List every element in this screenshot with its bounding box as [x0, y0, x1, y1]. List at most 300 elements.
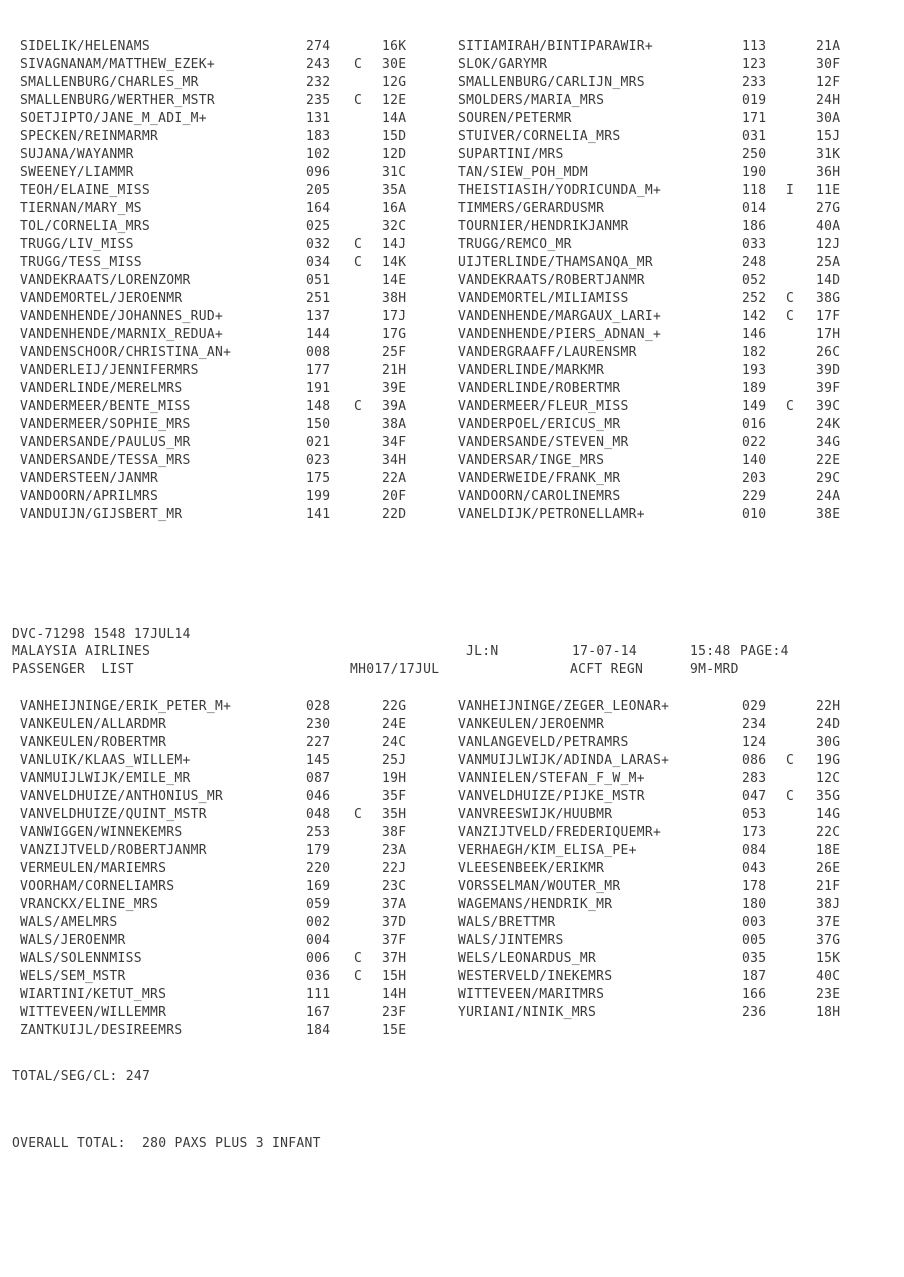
passenger-seq: 113 [742, 39, 767, 54]
passenger-name: VANHEIJNINGE/ZEGER_LEONAR+ [458, 699, 670, 714]
passenger-name: WELS/SEM_MSTR [20, 969, 126, 984]
table-row [0, 182, 904, 200]
passenger-seq: 229 [742, 489, 767, 504]
table-row [0, 968, 904, 986]
passenger-seq: 189 [742, 381, 767, 396]
passenger-name: TRUGG/LIV_MISS [20, 237, 134, 252]
passenger-name: VANDERLEIJ/JENNIFERMRS [20, 363, 199, 378]
passenger-seat: 20F [382, 489, 407, 504]
table-row [0, 38, 904, 56]
passenger-name: VANDERWEIDE/FRANK_MR [458, 471, 621, 486]
passenger-name: ZANTKUIJL/DESIREEMRS [20, 1023, 183, 1038]
passenger-seq: 084 [742, 843, 767, 858]
table-row [0, 950, 904, 968]
passenger-seq: 048 [306, 807, 331, 822]
passenger-name: VANMUIJLWIJK/EMILE_MR [20, 771, 191, 786]
passenger-seq: 146 [742, 327, 767, 342]
passenger-seat: 40A [816, 219, 841, 234]
passenger-seq: 187 [742, 969, 767, 984]
passenger-cls: C [354, 93, 363, 108]
passenger-seq: 205 [306, 183, 331, 198]
passenger-seat: 38J [816, 897, 841, 912]
passenger-name: STUIVER/CORNELIA_MRS [458, 129, 621, 144]
passenger-name: WELS/LEONARDUS_MR [458, 951, 597, 966]
passenger-seq: 186 [742, 219, 767, 234]
passenger-name: SLOK/GARYMR [458, 57, 548, 72]
passenger-name: VANDERLINDE/ROBERTMR [458, 381, 621, 396]
passenger-name: SOUREN/PETERMR [458, 111, 572, 126]
passenger-seq: 177 [306, 363, 331, 378]
passenger-seat: 22D [382, 507, 407, 522]
passenger-seat: 38A [382, 417, 407, 432]
passenger-name: WALS/SOLENNMISS [20, 951, 142, 966]
passenger-cls: C [786, 291, 795, 306]
passenger-seq: 248 [742, 255, 767, 270]
passenger-seat: 22A [382, 471, 407, 486]
passenger-name: TRUGG/TESS_MISS [20, 255, 142, 270]
passenger-name: WITTEVEEN/WILLEMMR [20, 1005, 167, 1020]
passenger-seq: 002 [306, 915, 331, 930]
passenger-seat: 22G [382, 699, 407, 714]
passenger-name: VANDERSTEEN/JANMR [20, 471, 159, 486]
passenger-name: VANKEULEN/ROBERTMR [20, 735, 167, 750]
passenger-name: VANVELDHUIZE/QUINT_MSTR [20, 807, 207, 822]
passenger-seq: 283 [742, 771, 767, 786]
passenger-seat: 34F [382, 435, 407, 450]
passenger-cls: C [354, 399, 363, 414]
passenger-seq: 253 [306, 825, 331, 840]
passenger-seat: 37F [382, 933, 407, 948]
passenger-seq: 008 [306, 345, 331, 360]
passenger-seat: 23A [382, 843, 407, 858]
passenger-seat: 14H [382, 987, 407, 1002]
passenger-seat: 37A [382, 897, 407, 912]
passenger-seq: 029 [742, 699, 767, 714]
passenger-seq: 004 [306, 933, 331, 948]
passenger-seq: 003 [742, 915, 767, 930]
passenger-name: SUPARTINI/MRS [458, 147, 564, 162]
passenger-seat: 24H [816, 93, 841, 108]
passenger-seat: 35G [816, 789, 841, 804]
passenger-seq: 141 [306, 507, 331, 522]
passenger-cls: C [786, 309, 795, 324]
passenger-name: WALS/JINTEMRS [458, 933, 564, 948]
passenger-seq: 140 [742, 453, 767, 468]
passenger-seat: 31K [816, 147, 841, 162]
passenger-seq: 234 [742, 717, 767, 732]
passenger-cls: C [786, 789, 795, 804]
header-line1: DVC-71298 1548 17JUL14 [12, 627, 191, 642]
passenger-seq: 173 [742, 825, 767, 840]
passenger-seat: 39C [816, 399, 841, 414]
passenger-cls: C [786, 753, 795, 768]
passenger-seat: 35A [382, 183, 407, 198]
passenger-seat: 30A [816, 111, 841, 126]
acft-label: ACFT REGN [570, 662, 644, 677]
table-row [0, 92, 904, 110]
passenger-seat: 18H [816, 1005, 841, 1020]
passenger-seat: 30G [816, 735, 841, 750]
passenger-seat: 19G [816, 753, 841, 768]
passenger-seq: 183 [306, 129, 331, 144]
passenger-seq: 252 [742, 291, 767, 306]
passenger-name: VANDERLINDE/MARKMR [458, 363, 605, 378]
passenger-name: VANDERSAR/INGE_MRS [458, 453, 605, 468]
passenger-seat: 12G [382, 75, 407, 90]
passenger-name: SMALLENBURG/WERTHER_MSTR [20, 93, 216, 108]
passenger-seat: 39E [382, 381, 407, 396]
passenger-name: VANKEULEN/JEROENMR [458, 717, 605, 732]
passenger-seq: 227 [306, 735, 331, 750]
passenger-seq: 118 [742, 183, 767, 198]
passenger-seq: 022 [742, 435, 767, 450]
passenger-seq: 220 [306, 861, 331, 876]
passenger-seat: 22H [816, 699, 841, 714]
passenger-seat: 14K [382, 255, 407, 270]
passenger-seq: 053 [742, 807, 767, 822]
passenger-name: VANZIJTVELD/FREDERIQUEMR+ [458, 825, 662, 840]
table-row [0, 308, 904, 326]
passenger-name: VANZIJTVELD/ROBERTJANMR [20, 843, 207, 858]
passenger-cls: C [786, 399, 795, 414]
passenger-seat: 14E [382, 273, 407, 288]
passenger-seq: 236 [742, 1005, 767, 1020]
passenger-name: VERMEULEN/MARIEMRS [20, 861, 167, 876]
passenger-seq: 131 [306, 111, 331, 126]
passenger-name: SWEENEY/LIAMMR [20, 165, 134, 180]
passenger-name: VORSSELMAN/WOUTER_MR [458, 879, 621, 894]
passenger-seq: 233 [742, 75, 767, 90]
passenger-name: WALS/JEROENMR [20, 933, 126, 948]
passenger-seat: 40C [816, 969, 841, 984]
passenger-seq: 059 [306, 897, 331, 912]
passenger-seat: 38F [382, 825, 407, 840]
passenger-seq: 010 [742, 507, 767, 522]
airline-name: MALAYSIA AIRLINES [12, 644, 151, 659]
passenger-name: VANDERSANDE/PAULUS_MR [20, 435, 191, 450]
table-row [0, 218, 904, 236]
passenger-name: WITTEVEEN/MARITMRS [458, 987, 605, 1002]
passenger-seat: 14G [816, 807, 841, 822]
passenger-seq: 014 [742, 201, 767, 216]
overall-total: OVERALL TOTAL: 280 PAXS PLUS 3 INFANT [12, 1136, 321, 1151]
passenger-name: VANDENSCHOOR/CHRISTINA_AN+ [20, 345, 232, 360]
passenger-seat: 30F [816, 57, 841, 72]
passenger-name: VANDEMORTEL/JEROENMR [20, 291, 183, 306]
passenger-cls: C [354, 255, 363, 270]
passenger-seq: 043 [742, 861, 767, 876]
flight-number: MH017/17JUL [350, 662, 440, 677]
passenger-seq: 149 [742, 399, 767, 414]
passenger-name: VANDENHENDE/MARGAUX_LARI+ [458, 309, 662, 324]
table-row [0, 770, 904, 788]
passenger-name: VERHAEGH/KIM_ELISA_PE+ [458, 843, 637, 858]
table-row [0, 236, 904, 254]
passenger-seat: 23F [382, 1005, 407, 1020]
passenger-name: VANDEKRAATS/ROBERTJANMR [458, 273, 645, 288]
passenger-seq: 111 [306, 987, 331, 1002]
passenger-seq: 166 [742, 987, 767, 1002]
passenger-name: VANDENHENDE/PIERS_ADNAN_+ [458, 327, 662, 342]
passenger-seq: 005 [742, 933, 767, 948]
passenger-seat: 23C [382, 879, 407, 894]
passenger-name: VANDOORN/APRILMRS [20, 489, 159, 504]
passenger-name: VANDERMEER/BENTE_MISS [20, 399, 191, 414]
table-row [0, 362, 904, 380]
passenger-seat: 31C [382, 165, 407, 180]
passenger-seat: 12J [816, 237, 841, 252]
passenger-cls: I [786, 183, 795, 198]
passenger-seat: 22C [816, 825, 841, 840]
passenger-name: VOORHAM/CORNELIAMRS [20, 879, 175, 894]
passenger-seat: 24A [816, 489, 841, 504]
table-row [0, 146, 904, 164]
passenger-seq: 124 [742, 735, 767, 750]
table-row [0, 272, 904, 290]
passenger-name: VANWIGGEN/WINNEKEMRS [20, 825, 183, 840]
passenger-name: VANVELDHUIZE/PIJKE_MSTR [458, 789, 645, 804]
passenger-name: SIVAGNANAM/MATTHEW_EZEK+ [20, 57, 216, 72]
table-row [0, 788, 904, 806]
passenger-seat: 32C [382, 219, 407, 234]
table-row [0, 506, 904, 524]
table-row [0, 860, 904, 878]
passenger-seat: 24K [816, 417, 841, 432]
table-row [0, 398, 904, 416]
passenger-seat: 11E [816, 183, 841, 198]
passenger-name: TOURNIER/HENDRIKJANMR [458, 219, 629, 234]
table-row [0, 932, 904, 950]
passenger-name: YURIANI/NINIK_MRS [458, 1005, 597, 1020]
passenger-seq: 019 [742, 93, 767, 108]
passenger-cls: C [354, 951, 363, 966]
passenger-name: VANELDIJK/PETRONELLAMR+ [458, 507, 645, 522]
passenger-seq: 033 [742, 237, 767, 252]
table-row [0, 842, 904, 860]
passenger-name: VANHEIJNINGE/ERIK_PETER_M+ [20, 699, 232, 714]
passenger-seat: 21A [816, 39, 841, 54]
passenger-name: VANMUIJLWIJK/ADINDA_LARAS+ [458, 753, 670, 768]
passenger-seq: 021 [306, 435, 331, 450]
page-number: PAGE:4 [740, 644, 789, 659]
report-time: 15:48 [690, 644, 731, 659]
table-row [0, 896, 904, 914]
passenger-seq: 034 [306, 255, 331, 270]
passenger-name: VANDERMEER/SOPHIE_MRS [20, 417, 191, 432]
table-row [0, 806, 904, 824]
segment-total: TOTAL/SEG/CL: 247 [12, 1069, 151, 1084]
passenger-name: VLEESENBEEK/ERIKMR [458, 861, 605, 876]
table-row [0, 470, 904, 488]
passenger-seat: 12C [816, 771, 841, 786]
passenger-seat: 37G [816, 933, 841, 948]
passenger-seq: 182 [742, 345, 767, 360]
passenger-name: VANVELDHUIZE/ANTHONIUS_MR [20, 789, 224, 804]
passenger-seq: 031 [742, 129, 767, 144]
table-row [0, 452, 904, 470]
passenger-seq: 006 [306, 951, 331, 966]
passenger-seq: 087 [306, 771, 331, 786]
passenger-seat: 17G [382, 327, 407, 342]
passenger-seat: 25A [816, 255, 841, 270]
table-row [0, 56, 904, 74]
passenger-seq: 250 [742, 147, 767, 162]
passenger-seat: 37D [382, 915, 407, 930]
passenger-table-top [0, 38, 904, 524]
table-row [0, 344, 904, 362]
passenger-seat: 23E [816, 987, 841, 1002]
passenger-name: VANDERMEER/FLEUR_MISS [458, 399, 629, 414]
passenger-seq: 169 [306, 879, 331, 894]
passenger-seq: 190 [742, 165, 767, 180]
passenger-seq: 251 [306, 291, 331, 306]
passenger-seat: 26E [816, 861, 841, 876]
passenger-seq: 025 [306, 219, 331, 234]
passenger-seat: 17J [382, 309, 407, 324]
table-row [0, 734, 904, 752]
passenger-name: VANDERLINDE/MERELMRS [20, 381, 183, 396]
passenger-seat: 15D [382, 129, 407, 144]
passenger-seat: 38E [816, 507, 841, 522]
passenger-name: TRUGG/REMCO_MR [458, 237, 572, 252]
passenger-name: TOL/CORNELIA_MRS [20, 219, 151, 234]
passenger-seat: 14A [382, 111, 407, 126]
passenger-seat: 37E [816, 915, 841, 930]
passenger-name: VANDEKRAATS/LORENZOMR [20, 273, 191, 288]
table-row [0, 290, 904, 308]
passenger-name: SIDELIK/HELENAMS [20, 39, 151, 54]
passenger-name: SOETJIPTO/JANE_M_ADI_M+ [20, 111, 207, 126]
passenger-name: TEOH/ELAINE_MISS [20, 183, 151, 198]
passenger-seat: 16A [382, 201, 407, 216]
passenger-cls: C [354, 969, 363, 984]
passenger-seat: 38H [382, 291, 407, 306]
passenger-seat: 12F [816, 75, 841, 90]
passenger-name: VANVREESWIJK/HUUBMR [458, 807, 613, 822]
passenger-seat: 24C [382, 735, 407, 750]
passenger-seat: 15H [382, 969, 407, 984]
passenger-name: THEISTIASIH/YODRICUNDA_M+ [458, 183, 662, 198]
passenger-name: VRANCKX/ELINE_MRS [20, 897, 159, 912]
passenger-seat: 34G [816, 435, 841, 450]
table-row [0, 416, 904, 434]
passenger-seq: 036 [306, 969, 331, 984]
passenger-seat: 38G [816, 291, 841, 306]
passenger-name: VANNIELEN/STEFAN_F_W_M+ [458, 771, 645, 786]
table-row [0, 914, 904, 932]
passenger-seat: 39A [382, 399, 407, 414]
passenger-seat: 24D [816, 717, 841, 732]
passenger-seat: 26C [816, 345, 841, 360]
table-row [0, 878, 904, 896]
table-row [0, 488, 904, 506]
passenger-seq: 175 [306, 471, 331, 486]
passenger-seq: 179 [306, 843, 331, 858]
table-row [0, 986, 904, 1004]
passenger-cls: C [354, 57, 363, 72]
passenger-seq: 086 [742, 753, 767, 768]
passenger-seat: 19H [382, 771, 407, 786]
passenger-seq: 144 [306, 327, 331, 342]
passenger-name: VANLUIK/KLAAS_WILLEM+ [20, 753, 191, 768]
passenger-name: VANDERGRAAFF/LAURENSMR [458, 345, 637, 360]
passenger-cls: C [354, 807, 363, 822]
passenger-seat: 36H [816, 165, 841, 180]
table-row [0, 164, 904, 182]
passenger-name: WIARTINI/KETUT_MRS [20, 987, 167, 1002]
table-row [0, 326, 904, 344]
table-row [0, 698, 904, 716]
passenger-seq: 180 [742, 897, 767, 912]
passenger-seat: 25F [382, 345, 407, 360]
table-row [0, 74, 904, 92]
passenger-seat: 24E [382, 717, 407, 732]
passenger-name: SMALLENBURG/CARLIJN_MRS [458, 75, 645, 90]
table-row [0, 128, 904, 146]
passenger-seq: 164 [306, 201, 331, 216]
passenger-seat: 22E [816, 453, 841, 468]
passenger-seq: 243 [306, 57, 331, 72]
jl-code: JL:N [466, 644, 499, 659]
passenger-seat: 35F [382, 789, 407, 804]
passenger-name: TAN/SIEW_POH_MDM [458, 165, 589, 180]
passenger-seat: 25J [382, 753, 407, 768]
table-row [0, 380, 904, 398]
passenger-seq: 142 [742, 309, 767, 324]
passenger-name: SMALLENBURG/CHARLES_MR [20, 75, 199, 90]
passenger-name: VANDOORN/CAROLINEMRS [458, 489, 621, 504]
passenger-table-bottom [0, 698, 904, 1040]
passenger-seq: 232 [306, 75, 331, 90]
passenger-name: WALS/BRETTMR [458, 915, 556, 930]
passenger-seq: 028 [306, 699, 331, 714]
passenger-name: WESTERVELD/INEKEMRS [458, 969, 613, 984]
passenger-name: WAGEMANS/HENDRIK_MR [458, 897, 613, 912]
passenger-name: SUJANA/WAYANMR [20, 147, 134, 162]
passenger-seat: 39F [816, 381, 841, 396]
passenger-seat: 34H [382, 453, 407, 468]
passenger-name: WALS/AMELMRS [20, 915, 118, 930]
list-title: PASSENGER LIST [12, 662, 134, 677]
passenger-seq: 046 [306, 789, 331, 804]
passenger-seq: 274 [306, 39, 331, 54]
passenger-name: VANDENHENDE/JOHANNES_RUD+ [20, 309, 224, 324]
passenger-seq: 047 [742, 789, 767, 804]
passenger-seat: 14D [816, 273, 841, 288]
passenger-seq: 150 [306, 417, 331, 432]
passenger-seat: 27G [816, 201, 841, 216]
passenger-seat: 15K [816, 951, 841, 966]
passenger-seat: 21H [382, 363, 407, 378]
table-row [0, 752, 904, 770]
passenger-seq: 102 [306, 147, 331, 162]
passenger-name: VANDENHENDE/MARNIX_REDUA+ [20, 327, 224, 342]
passenger-seq: 145 [306, 753, 331, 768]
passenger-seq: 052 [742, 273, 767, 288]
passenger-seat: 17H [816, 327, 841, 342]
table-row [0, 434, 904, 452]
table-row [0, 824, 904, 842]
passenger-seq: 016 [742, 417, 767, 432]
passenger-name: TIMMERS/GERARDUSMR [458, 201, 605, 216]
passenger-name: TIERNAN/MARY_MS [20, 201, 142, 216]
passenger-seat: 37H [382, 951, 407, 966]
passenger-seq: 051 [306, 273, 331, 288]
passenger-name: SITIAMIRAH/BINTIPARAWIR+ [458, 39, 654, 54]
passenger-seat: 22J [382, 861, 407, 876]
passenger-cls: C [354, 237, 363, 252]
passenger-seat: 30E [382, 57, 407, 72]
